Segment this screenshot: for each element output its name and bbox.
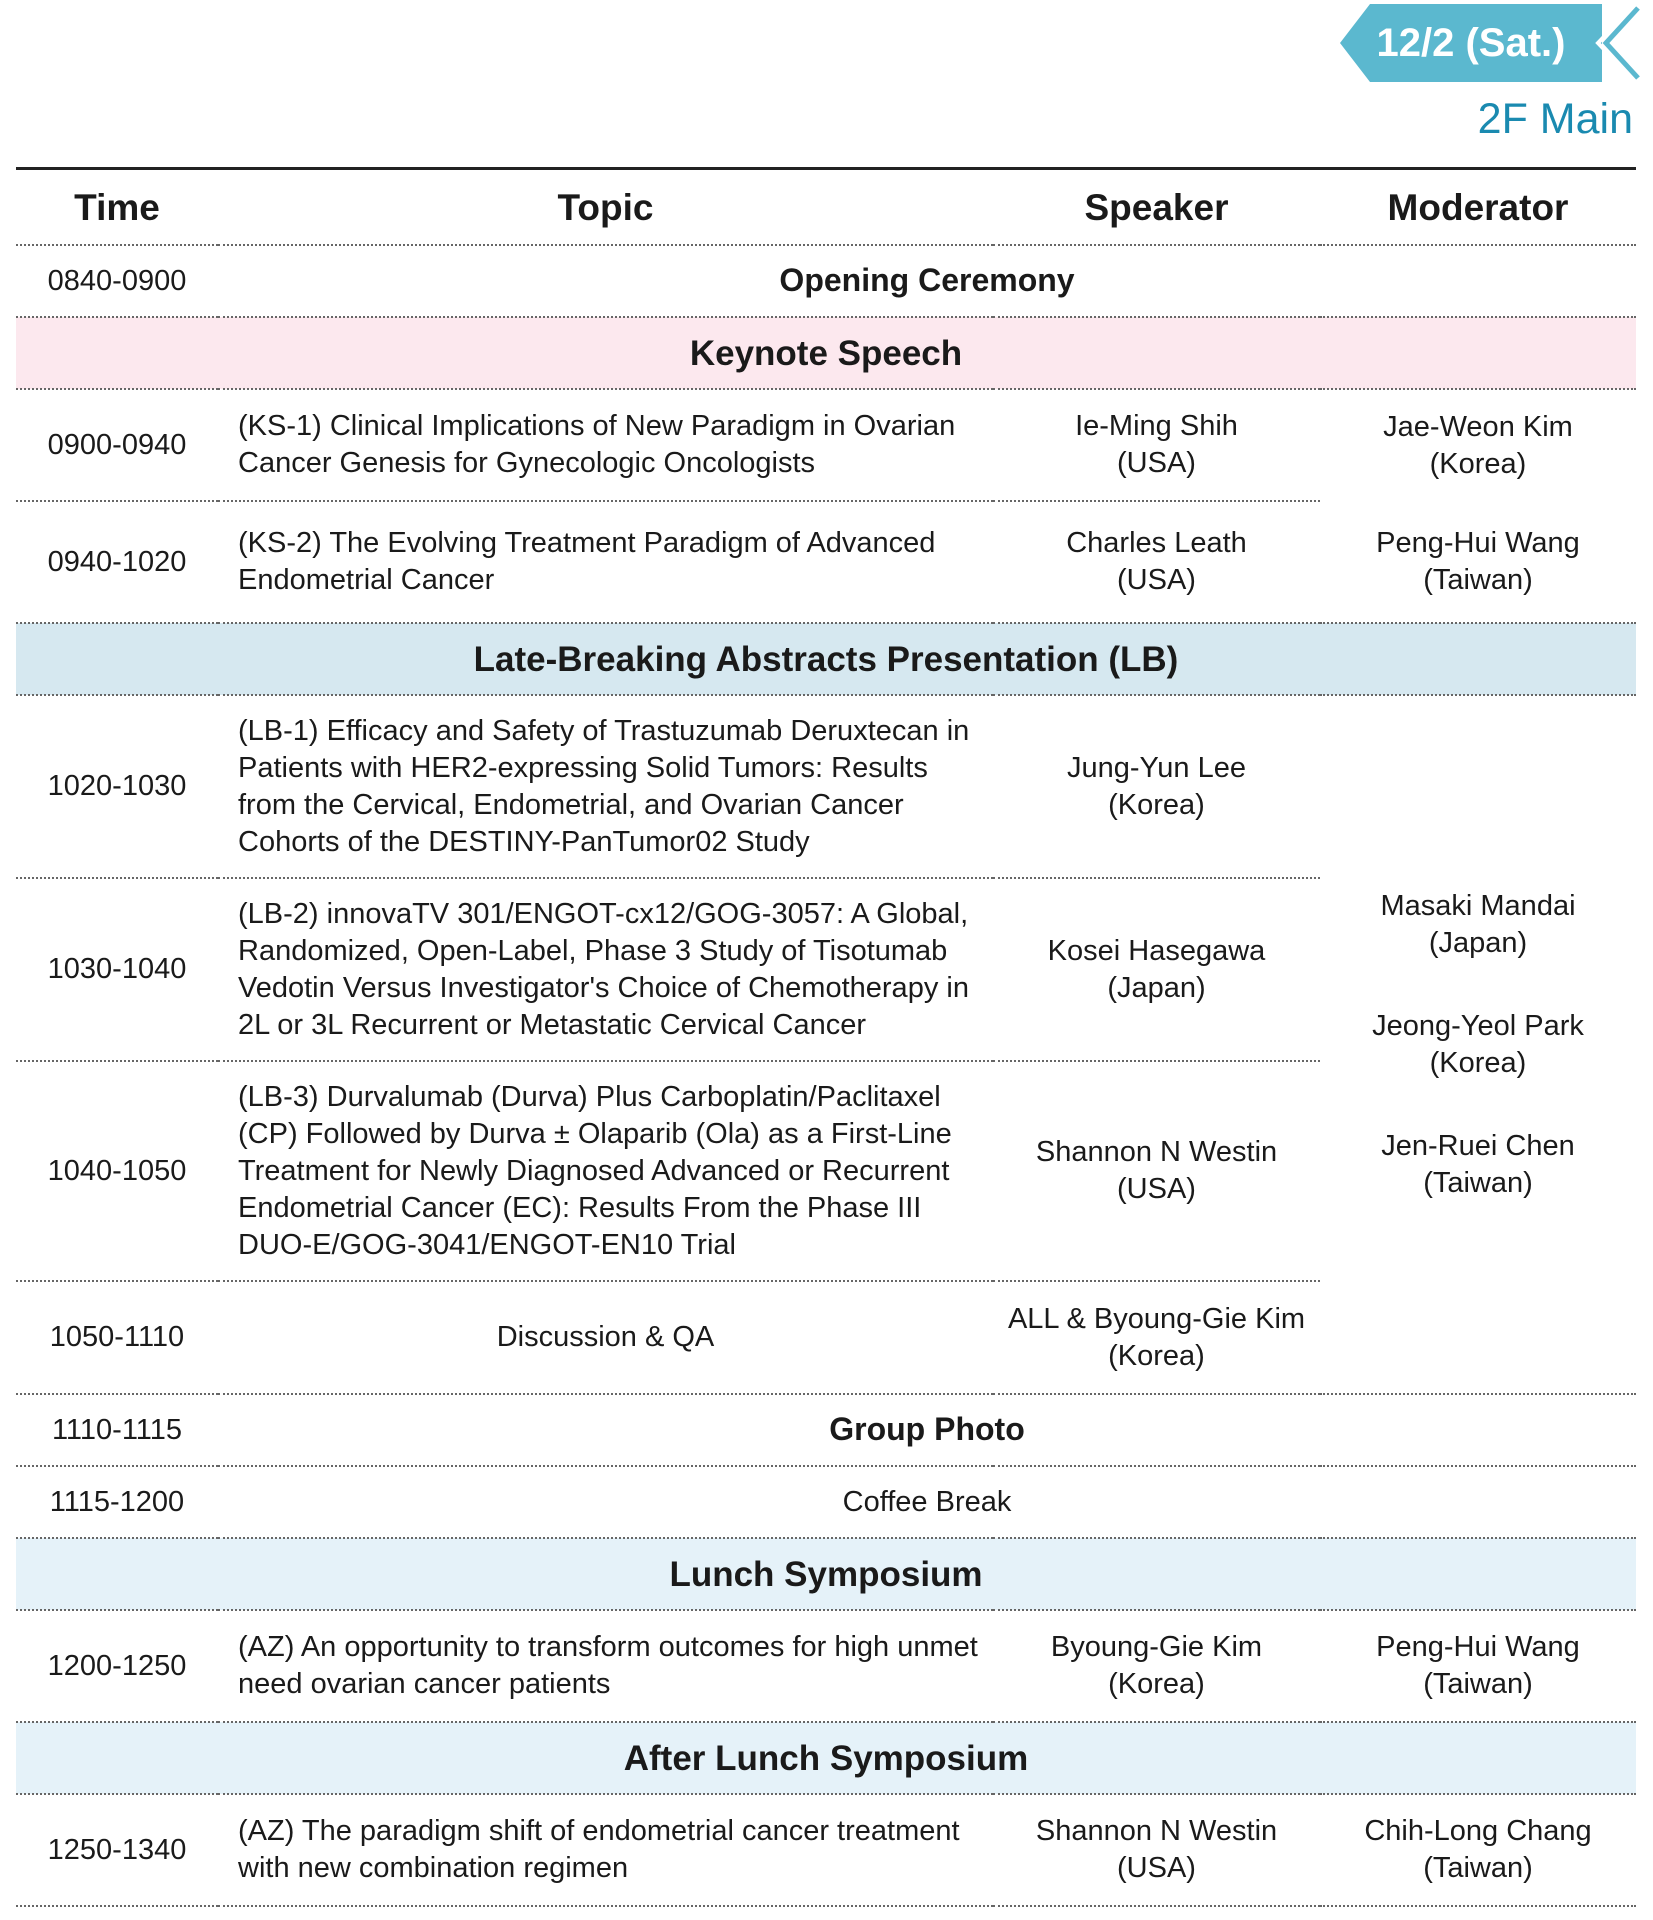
section-title: Lunch Symposium [16,1538,1636,1610]
table-row [16,1610,1636,1722]
speaker-country: (Japan) [1107,971,1206,1004]
moderator-name: Masaki Mandai [1380,889,1576,922]
header-row [16,169,1636,246]
event-cell: Coffee Break [218,1466,1636,1538]
table-row [16,501,1636,623]
moderator-name: Jen-Ruei Chen [1381,1129,1575,1162]
section-row [16,623,1636,695]
table-row [16,1794,1636,1906]
speaker-cell [993,1061,1320,1281]
section-row [16,1722,1636,1794]
moderator-name: Chih-Long Chang [1364,1815,1592,1847]
topic-cell: (LB-1) Efficacy and Safety of Trastuzumab Deruxtecan in Patients with HER2-expressing Solid Tumors: Results from the Cervical, Endometrial, and Ovarian Cancer Cohorts of the DESTINY-PanTumor02 Study [218,695,993,878]
moderator-cell [1320,1794,1636,1906]
time-cell: 1030-1040 [16,878,218,1061]
section-title: Late-Breaking Abstracts Presentation (LB) [16,623,1636,695]
speaker-cell [993,695,1320,878]
speaker-country: (USA) [1117,1173,1196,1205]
speaker-name: Jung-Yun Lee [1067,751,1246,784]
time-cell: 0900-0940 [16,389,218,501]
col-header-speaker: Speaker [993,169,1320,246]
time-cell: 1020-1030 [16,695,218,878]
topic-cell: (KS-1) Clinical Implications of New Paradigm in Ovarian Cancer Genesis for Gynecologic Oncologists [218,389,993,501]
speaker-country: (USA) [1117,564,1196,596]
moderator-cell [1320,1610,1636,1722]
speaker-name: Kosei Hasegawa [1047,934,1266,967]
table-row [16,1466,1636,1538]
time-cell: 1115-1200 [16,1466,218,1538]
moderator-country: (Taiwan) [1423,1166,1533,1199]
speaker-name: ALL & Byoung-Gie Kim [1007,1302,1306,1335]
topic-cell: (KS-2) The Evolving Treatment Paradigm of Advanced Endometrial Cancer [218,501,993,623]
moderator-country: (Korea) [1429,447,1527,480]
time-cell: 1250-1340 [16,1794,218,1906]
speaker-country: (Korea) [1108,1668,1205,1700]
speaker-cell [993,878,1320,1061]
speaker-name: Shannon N Westin [1035,1136,1278,1168]
speaker-name: Shannon N Westin [1035,1815,1278,1847]
section-title: After Lunch Symposium [16,1722,1636,1794]
moderator-country: (Taiwan) [1423,1668,1533,1700]
speaker-country: (Korea) [1108,1339,1205,1372]
speaker-cell [993,1794,1320,1906]
topic-cell: (AZ) An opportunity to transform outcomes for high unmet need ovarian cancer patients [218,1610,993,1722]
speaker-cell [993,1281,1320,1394]
moderator-country: (Korea) [1429,1046,1527,1079]
col-header-moderator: Moderator [1320,169,1636,246]
table-row [16,695,1636,878]
event-label: Opening Ceremony [779,261,1075,298]
speaker-name: Charles Leath [1066,527,1247,559]
event-cell [218,1394,1636,1466]
time-cell: 0940-1020 [16,501,218,623]
event-label: Group Photo [829,1410,1025,1447]
schedule-table [16,167,1636,1907]
table-row [16,1394,1636,1466]
moderator-name: Peng-Hui Wang [1376,526,1580,559]
moderator-name: Jae-Weon Kim [1383,410,1573,443]
speaker-cell [993,1610,1320,1722]
time-cell: 1050-1110 [16,1281,218,1394]
time-cell: 1110-1115 [16,1394,218,1466]
speaker-cell [993,501,1320,623]
speaker-name: Ie-Ming Shih [1075,410,1238,442]
time-cell: 0840-0900 [16,245,218,317]
topic-cell: (LB-3) Durvalumab (Durva) Plus Carboplatin/Paclitaxel (CP) Followed by Durva ± Olaparib (Ola) as a First-Line Treatment for Newly Diagnosed Advanced or Recurrent Endometrial Cancer (EC): Results From the Phase III DUO-E/GOG-3041/ENGOT-EN10 Trial [218,1061,993,1281]
table-row [16,245,1636,317]
moderator-name: Peng-Hui Wang [1376,1631,1580,1663]
topic-cell: Discussion & QA [218,1281,993,1394]
speaker-cell [993,389,1320,501]
moderator-country: (Japan) [1428,926,1528,959]
table-row [16,389,1636,501]
moderator-cell [1320,501,1636,623]
col-header-topic: Topic [218,169,993,246]
date-label: 12/2 (Sat.) [1376,21,1566,65]
moderator-country: (Taiwan) [1423,1852,1533,1884]
speaker-country: (USA) [1117,447,1196,479]
section-row [16,317,1636,389]
topic-cell: (AZ) The paradigm shift of endometrial cancer treatment with new combination regimen [218,1794,993,1906]
speaker-name: Byoung-Gie Kim [1050,1631,1263,1663]
time-cell: 1040-1050 [16,1061,218,1281]
section-title: Keynote Speech [16,317,1636,389]
speaker-country: (Korea) [1108,788,1205,821]
col-header-time: Time [16,169,218,246]
room-label: 2F Main [1477,95,1633,143]
speaker-country: (USA) [1117,1852,1196,1884]
section-row [16,1538,1636,1610]
topic-cell: (LB-2) innovaTV 301/ENGOT-cx12/GOG-3057: A Global, Randomized, Open-Label, Phase 3 Study of Tisotumab Vedotin Versus Investigator's Choice of Chemotherapy in 2L or 3L Recurrent or Metastatic Cervical Cancer [218,878,993,1061]
moderator-name: Jeong-Yeol Park [1372,1009,1584,1042]
moderator-cell [1320,389,1636,501]
event-cell [218,245,1636,317]
moderator-group-cell [1320,695,1636,1394]
date-tag [1340,4,1640,82]
time-cell: 1200-1250 [16,1610,218,1722]
moderator-country: (Taiwan) [1423,563,1533,596]
